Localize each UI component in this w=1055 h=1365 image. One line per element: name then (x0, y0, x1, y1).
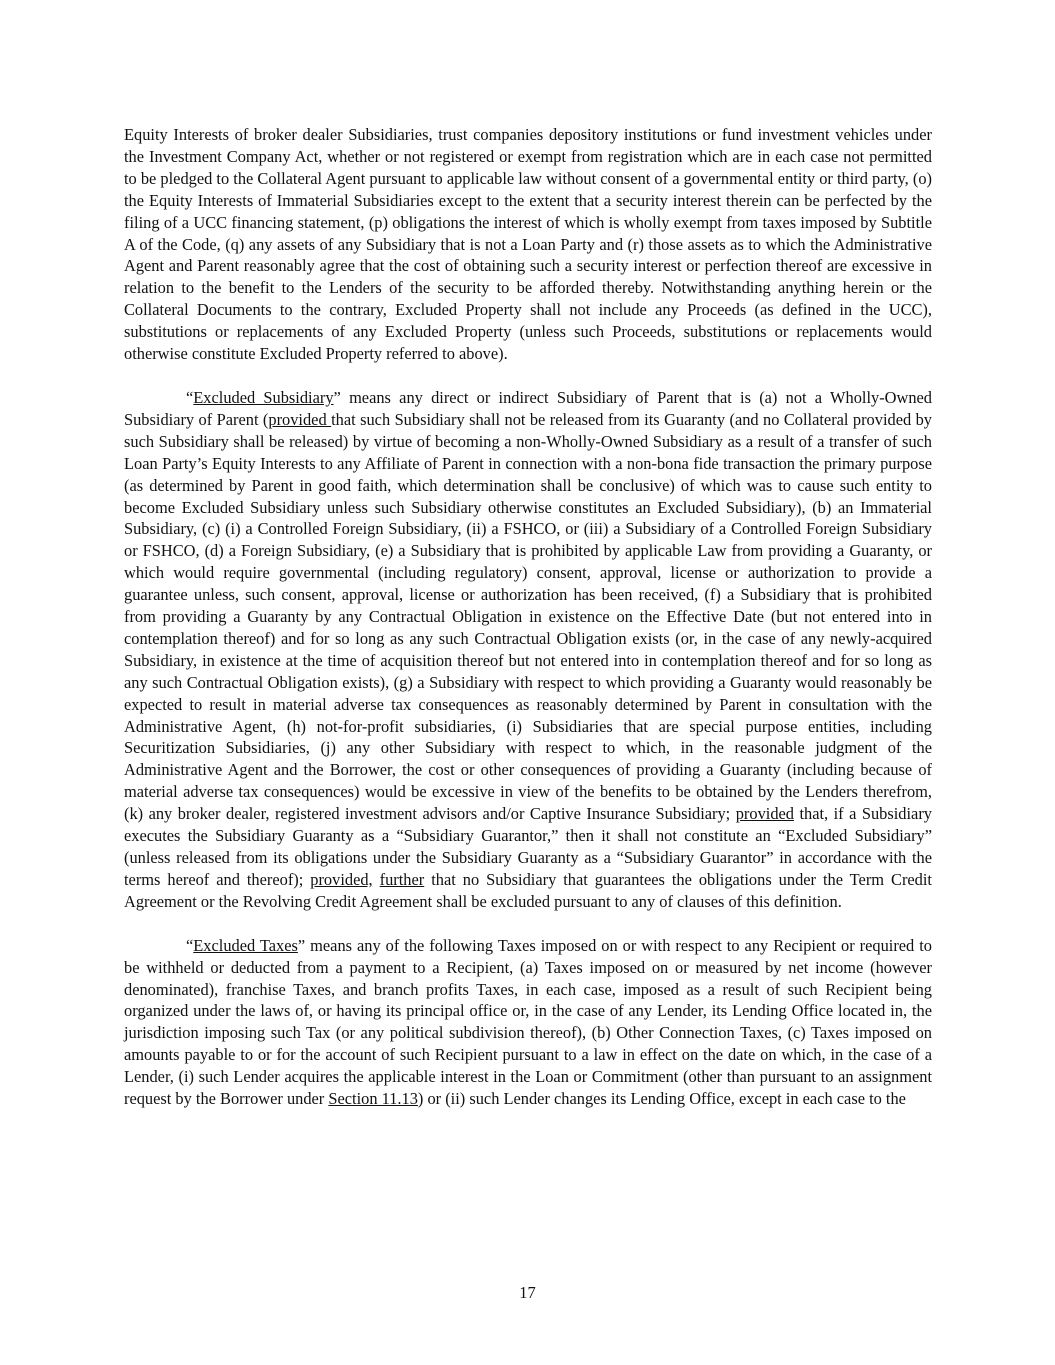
page-number: 17 (519, 1283, 536, 1302)
paragraph-excluded-taxes: “Excluded Taxes” means any of the following Taxes imposed on or with respect to any Recipient or required to be withheld or deducted from a payment to a Recipient, (a) Taxes imposed on or measured by net income (however denominated), franchise Taxes, and branch profits Taxes, in each case, imposed as a result of such Recipient being organized under the laws of, or having its principal office or, in the case of any Lender, its Lending Office located in, the jurisdiction imposing such Tax (or any political subdivision thereof), (b) Other Connection Taxes, (c) Taxes imposed on amounts payable to or for the account of such Recipient pursuant to a law in effect on the date on which, in the case of a Lender, (i) such Lender acquires the applicable interest in the Loan or Commitment (other than pursuant to an assignment request by the Borrower under Section 11.13) or (ii) such Lender changes its Lending Office, except in each case to the (124, 935, 932, 1109)
defined-term: provided (735, 804, 794, 824)
document-page (124, 124, 932, 1132)
defined-term: Section 11.13 (328, 1089, 418, 1109)
defined-term: provided, (310, 869, 373, 889)
defined-term: Excluded Taxes (193, 935, 298, 955)
defined-term: further (379, 869, 425, 889)
paragraph-excluded-property-continued: Equity Interests of broker dealer Subsidiaries, trust companies depository institutions or fund investment vehicles under the Investment Company Act, whether or not registered or exempt from registration which are in each case not permitted to be pledged to the Collateral Agent pursuant to applicable law without consent of a governmental entity or third party, (o) the Equity Interests of Immaterial Subsidiaries except to the extent that a security interest therein can be perfected by the filing of a UCC financing statement, (p) obligations the interest of which is wholly exempt from taxes imposed by Subtitle A of the Code, (q) any assets of any Subsidiary that is not a Loan Party and (r) those assets as to which the Administrative Agent and Parent reasonably agree that the cost of obtaining such a security interest or perfection thereof are excessive in relation to the benefit to the Lenders of the security to be afforded thereby. Notwithstanding anything herein or the Collateral Documents to the contrary, Excluded Property shall not include any Proceeds (as defined in the UCC), substitutions or replacements of any Excluded Property (unless such Proceeds, substitutions or replacements would otherwise constitute Excluded Property referred to above). (124, 125, 932, 364)
defined-term: Excluded Subsidiary (193, 387, 334, 407)
paragraph-excluded-subsidiary: “Excluded Subsidiary” means any direct or indirect Subsidiary of Parent that is (a) not a Wholly-Owned Subsidiary of Parent (provided that such Subsidiary shall not be released from its Guaranty (and no Collateral provided by such Subsidiary shall be released) by virtue of becoming a non-Wholly-Owned Subsidiary as a result of a transfer of such Loan Party’s Equity Interests to any Affiliate of Parent in connection with a non-bona fide transaction the primary purpose (as determined by Parent in good faith, which determination shall be conclusive) of which was to cause such entity to become Excluded Subsidiary unless such Subsidiary otherwise constitutes an Excluded Subsidiary), (b) an Immaterial Subsidiary, (c) (i) a Controlled Foreign Subsidiary, (ii) a FSHCO, or (iii) a Subsidiary of a Controlled Foreign Subsidiary or FSHCO, (d) a Foreign Subsidiary, (e) a Subsidiary that is prohibited by applicable Law from providing a Guaranty, or which would require governmental (including regulatory) consent, approval, license or authorization to provide a guarantee unless, such consent, approval, license or authorization has been received, (f) a Subsidiary that is prohibited from providing a Guaranty by any Contractual Obligation in existence on the Effective Date (but not entered into in contemplation thereof) and for so long as any such Contractual Obligation exists (or, in the case of any newly-acquired Subsidiary, in existence at the time of acquisition thereof but not entered into in contemplation thereof and for so long as any such Contractual Obligation exists), (g) a Subsidiary with respect to which providing a Guaranty would reasonably be expected to result in material adverse tax consequences as reasonably determined by Parent in consultation with the Administrative Agent, (h) not-for-profit subsidiaries, (i) Subsidiaries that are special purpose entities, including Securitization Subsidiaries, (j) any other Subsidiary with respect to which, in the reasonable judgment of the Administrative Agent and the Borrower, the cost or other consequences of providing a Guaranty (including because of material adverse tax consequences) would be excessive in view of the benefits to be obtained by the Lenders therefrom, (k) any broker dealer, registered investment advisors and/or Captive Insurance Subsidiary; provided that, if a Subsidiary executes the Subsidiary Guaranty as a “Subsidiary Guarantor,” then it shall not constitute an “Excluded Subsidiary” (unless released from its obligations under the Subsidiary Guaranty as a “Subsidiary Guarantor” in accordance with the terms hereof and thereof); provided, further that no Subsidiary that guarantees the obligations under the Term Credit Agreement or the Revolving Credit Agreement shall be excluded pursuant to any of clauses of this definition. (124, 387, 932, 911)
defined-term: provided (268, 409, 332, 429)
